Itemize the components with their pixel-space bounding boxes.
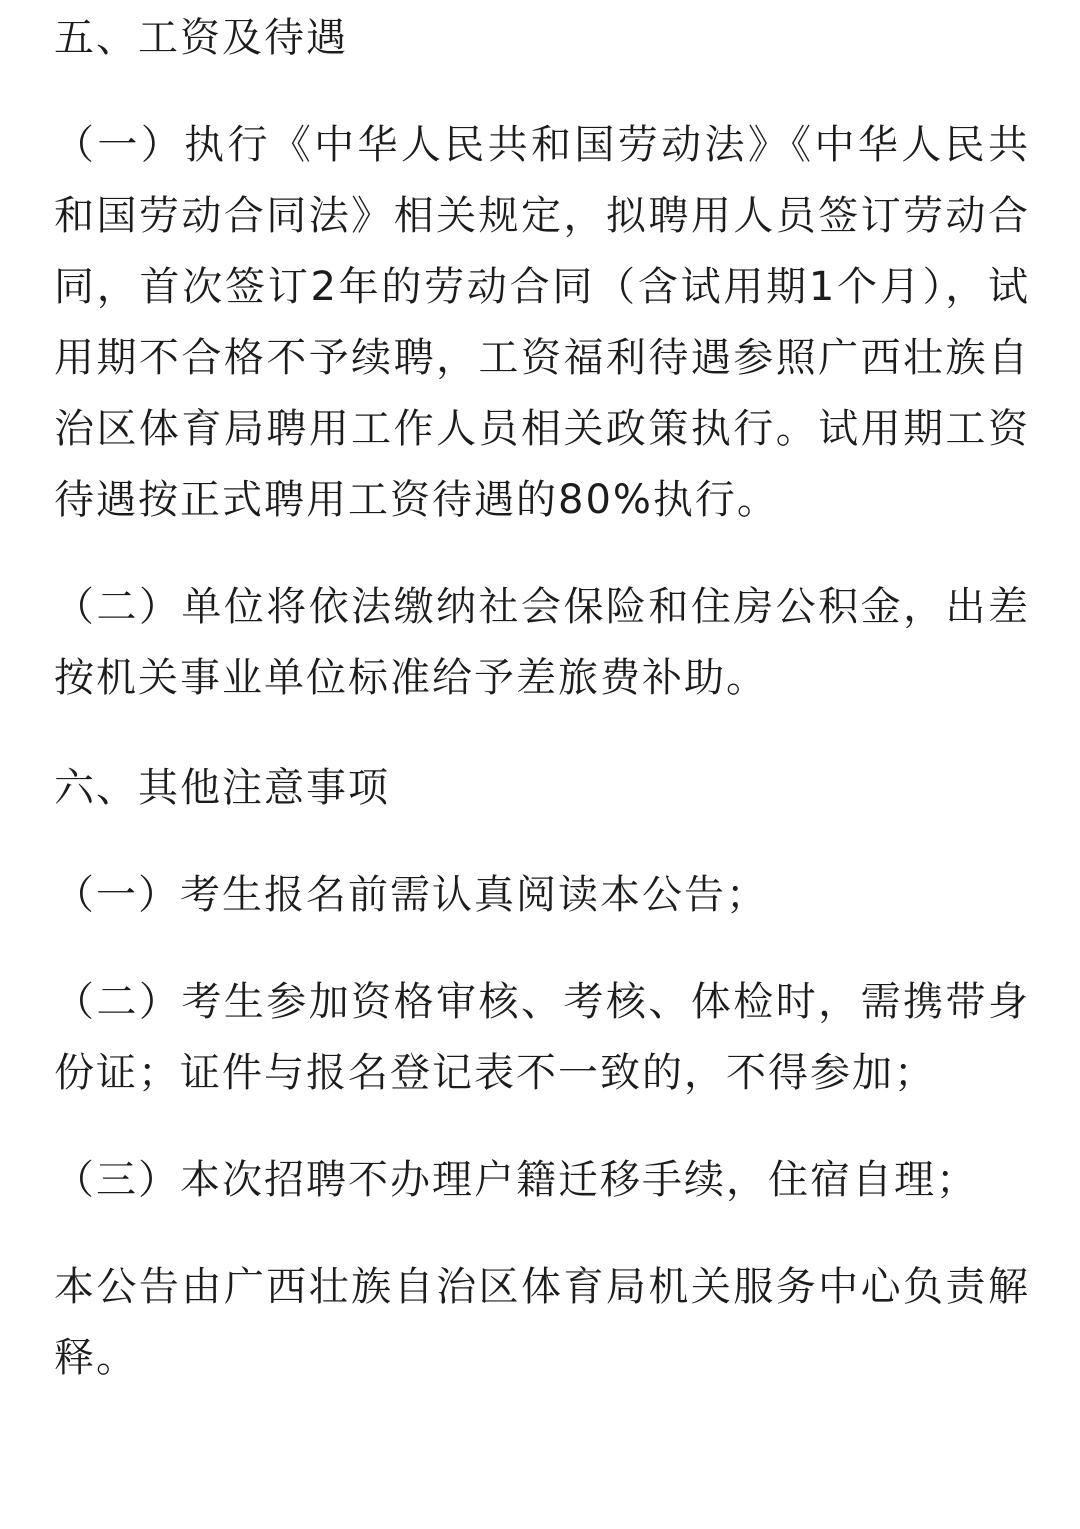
closing-statement: 本公告由广西壮族自治区体育局机关服务中心负责解释。 bbox=[54, 1264, 1030, 1381]
document-page bbox=[54, 0, 1030, 1394]
section-6-heading: 六、其他注意事项 bbox=[54, 765, 390, 811]
section-6-item-1: （一）考生报名前需认真阅读本公告； bbox=[54, 872, 768, 918]
section-5-heading: 五、工资及待遇 bbox=[54, 15, 348, 61]
section-5-item-2: （二）单位将依法缴纳社会保险和住房公积金，出差按机关事业单位标准给予差旅费补助。 bbox=[54, 584, 1030, 701]
section-6-item-3: （三）本次招聘不办理户籍迁移手续，住宿自理； bbox=[54, 1157, 978, 1203]
section-5-item-1: （一）执行《中华人民共和国劳动法》《中华人民共和国劳动合同法》相关规定，拟聘用人员签订劳动合同，首次签订2年的劳动合同（含试用期1个月），试用期不合格不予续聘，工资福利待遇参照广西壮族自治区体育局聘用工作人员相关政策执行。试用期工资待遇按正式聘用工资待遇的80%执行。 bbox=[54, 122, 1030, 523]
section-6-item-2: （二）考生参加资格审核、考核、体检时，需携带身份证；证件与报名登记表不一致的，不得参加； bbox=[54, 979, 1030, 1096]
